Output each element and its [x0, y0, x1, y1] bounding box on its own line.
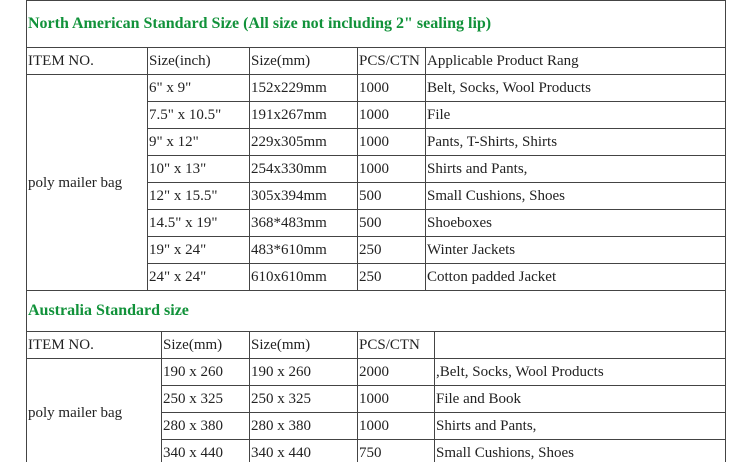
- cell: Cotton padded Jacket: [426, 264, 726, 291]
- au-col-application: [435, 332, 726, 359]
- cell: Small Cushions, Shoes: [435, 440, 726, 462]
- cell: 500: [358, 183, 426, 210]
- cell: Shirts and Pants,: [426, 156, 726, 183]
- cell: Winter Jackets: [426, 237, 726, 264]
- cell: 190 x 260: [162, 359, 250, 386]
- cell: 250: [358, 237, 426, 264]
- au-col-item: ITEM NO.: [27, 332, 162, 359]
- cell: 229x305mm: [250, 129, 358, 156]
- cell: Small Cushions, Shoes: [426, 183, 726, 210]
- north-american-size-table: [26, 0, 726, 291]
- cell: 12" x 15.5": [148, 183, 250, 210]
- cell: 1000: [358, 75, 426, 102]
- cell: 14.5" x 19": [148, 210, 250, 237]
- na-col-size-inch: Size(inch): [148, 48, 250, 75]
- cell: 340 x 440: [250, 440, 358, 462]
- cell: 500: [358, 210, 426, 237]
- cell: 1000: [358, 102, 426, 129]
- cell: ,Belt, Socks, Wool Products: [435, 359, 726, 386]
- cell: 250 x 325: [250, 386, 358, 413]
- na-header-row: [27, 48, 726, 75]
- cell: Shirts and Pants,: [435, 413, 726, 440]
- na-col-pcs: PCS/CTN: [358, 48, 426, 75]
- table-row: [27, 75, 726, 102]
- cell: 6" x 9": [148, 75, 250, 102]
- na-col-item: ITEM NO.: [27, 48, 148, 75]
- cell: 24" x 24": [148, 264, 250, 291]
- cell: 340 x 440: [162, 440, 250, 462]
- au-col-size-mm-2: Size(mm): [250, 332, 358, 359]
- cell: 250 x 325: [162, 386, 250, 413]
- au-item-name: poly mailer bag: [27, 359, 162, 462]
- cell: 191x267mm: [250, 102, 358, 129]
- na-col-application: Applicable Product Rang: [426, 48, 726, 75]
- au-section-title: Australia Standard size: [27, 291, 726, 332]
- au-col-size-mm: Size(mm): [162, 332, 250, 359]
- cell: 254x330mm: [250, 156, 358, 183]
- cell: 19" x 24": [148, 237, 250, 264]
- au-header-row: [27, 332, 726, 359]
- cell: 190 x 260: [250, 359, 358, 386]
- table-row: [27, 359, 726, 386]
- cell: 1000: [358, 413, 435, 440]
- cell: Shoeboxes: [426, 210, 726, 237]
- cell: 9" x 12": [148, 129, 250, 156]
- cell: 368*483mm: [250, 210, 358, 237]
- cell: 2000: [358, 359, 435, 386]
- cell: 305x394mm: [250, 183, 358, 210]
- cell: 280 x 380: [250, 413, 358, 440]
- cell: 1000: [358, 386, 435, 413]
- cell: 7.5" x 10.5": [148, 102, 250, 129]
- cell: 1000: [358, 129, 426, 156]
- cell: File and Book: [435, 386, 726, 413]
- cell: Pants, T-Shirts, Shirts: [426, 129, 726, 156]
- cell: Belt, Socks, Wool Products: [426, 75, 726, 102]
- cell: 280 x 380: [162, 413, 250, 440]
- size-chart-sheet: [26, 0, 726, 462]
- cell: 750: [358, 440, 435, 462]
- na-col-size-mm: Size(mm): [250, 48, 358, 75]
- cell: 483*610mm: [250, 237, 358, 264]
- cell: 250: [358, 264, 426, 291]
- cell: 152x229mm: [250, 75, 358, 102]
- cell: 610x610mm: [250, 264, 358, 291]
- cell: 10" x 13": [148, 156, 250, 183]
- na-section-title: North American Standard Size (All size not including 2" sealing lip): [27, 1, 726, 48]
- na-item-name: poly mailer bag: [27, 75, 148, 291]
- au-col-pcs: PCS/CTN: [358, 332, 435, 359]
- cell: 1000: [358, 156, 426, 183]
- cell: File: [426, 102, 726, 129]
- australia-size-table: [26, 290, 726, 462]
